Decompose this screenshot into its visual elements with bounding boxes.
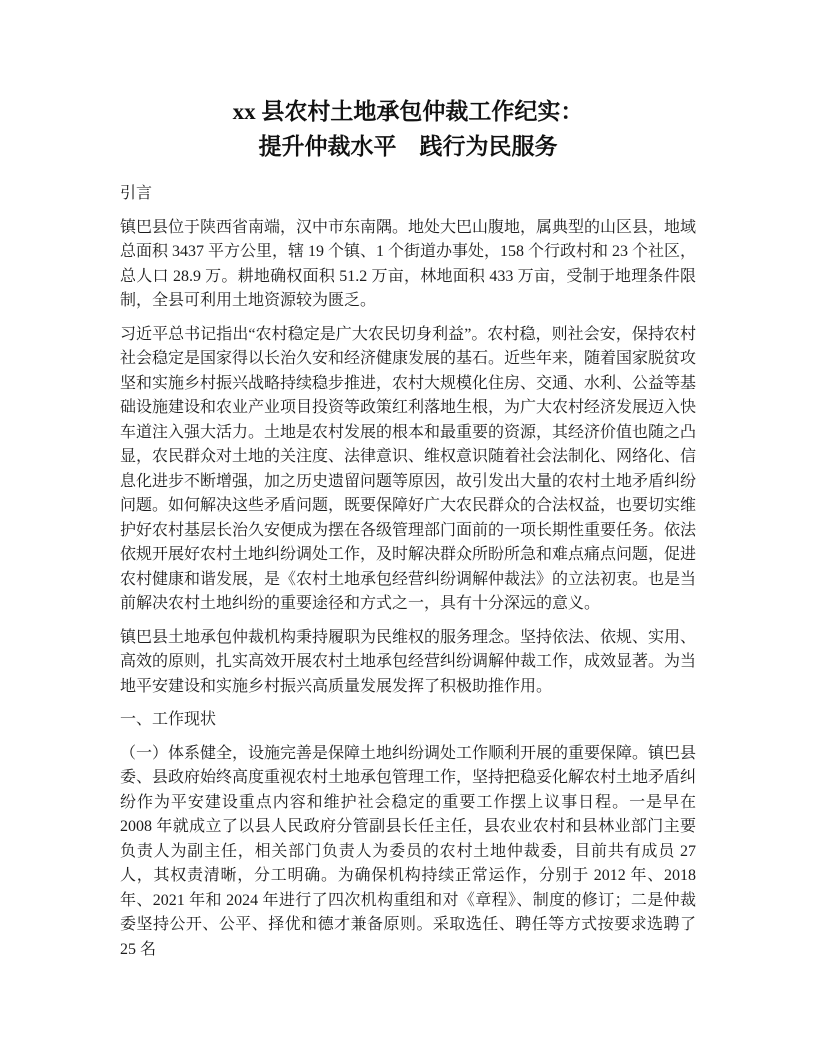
paragraph-system-and-organization: （一）体系健全，设施完善是保障土地纠纷调处工作顺利开展的重要保障。镇巴县委、县政府始终高度重视农村土地承包管理工作，坚持把稳妥化解农村土地矛盾纠纷作为平安建设重点内容和维护社会稳定的重要工作摆上议事日程。一是早在 2008 年就成立了以县人民政府分管副县长任主任，县农业农村和县林业部门主要负责人为副主任，相关部门负责人为委员的农村土地仲裁委，目前共有成员 27 人，其权责清晰，分工明确。为确保机构持续正常运作，分别于 2012 年、2018 年、2021 年和 2024 年进行了四次机构重组和对《章程》、制度的修订；二是仲裁委坚持公开、公平、择优和德才兼备原则。采取选任、聘任等方式按要求选聘了 25 名 xyxy=(120,744,697,958)
section-heading-work-status: 一、工作现状 xyxy=(120,711,217,728)
document-title-line-1: xx 县农村土地承包仲裁工作纪实： xyxy=(232,99,584,124)
section-heading-introduction: 引言 xyxy=(120,185,153,202)
document-title xyxy=(120,94,696,164)
paragraph-policy-background: 习近平总书记指出“农村稳定是广大农民切身利益”。农村稳，则社会安，保持农村社会稳定是国家得以长治久安和经济健康发展的基石。近些年来，随着国家脱贫攻坚和实施乡村振兴战略持续稳步推进，农村大规模化住房、交通、水利、公益等基础设施建设和农业产业项目投资等政策红利落地生根，为广大农村经济发展迈入快车道注入强大活力。土地是农村发展的根本和最重要的资源，其经济价值也随之凸显，农民群众对土地的关注度、法律意识、维权意识随着社会法制化、网络化、信息化进步不断增强，加之历史遗留问题等原因，故引发出大量的农村土地矛盾纠纷问题。如何解决这些矛盾问题，既要保障好广大农民群众的合法权益，也要切实维护好农村基层长治久安便成为摆在各级管理部门面前的一项长期性重要任务。依法依规开展好农村土地纠纷调处工作，及时解决群众所盼所急和难点痛点问题，促进农村健康和谐发展，是《农村土地承包经营纠纷调解仲裁法》的立法初衷。也是当前解决农村土地纠纷的重要途径和方式之一，具有十分深远的意义。 xyxy=(120,325,697,612)
paragraph-county-overview: 镇巴县位于陕西省南端，汉中市东南隅。地处大巴山腹地，属典型的山区县，地域总面积 3437 平方公里，辖 19 个镇、1 个街道办事处，158 个行政村和 23 个社区，总人口 28.9 万。耕地确权面积 51.2 万亩，林地面积 433 万亩，受制于地理条件限制，全县可利用土地资源较为匮乏。 xyxy=(120,218,697,309)
paragraph-arbitration-service-concept: 镇巴县土地承包仲裁机构秉持履职为民维权的服务理念。坚持依法、依规、实用、高效的原则，扎实高效开展农村土地承包经营纠纷调解仲裁工作，成效显著。为当地平安建设和实施乡村振兴高质量发展发挥了积极助推作用。 xyxy=(120,628,697,695)
document-title-line-2: 提升仲裁水平 践行为民服务 xyxy=(258,134,558,159)
